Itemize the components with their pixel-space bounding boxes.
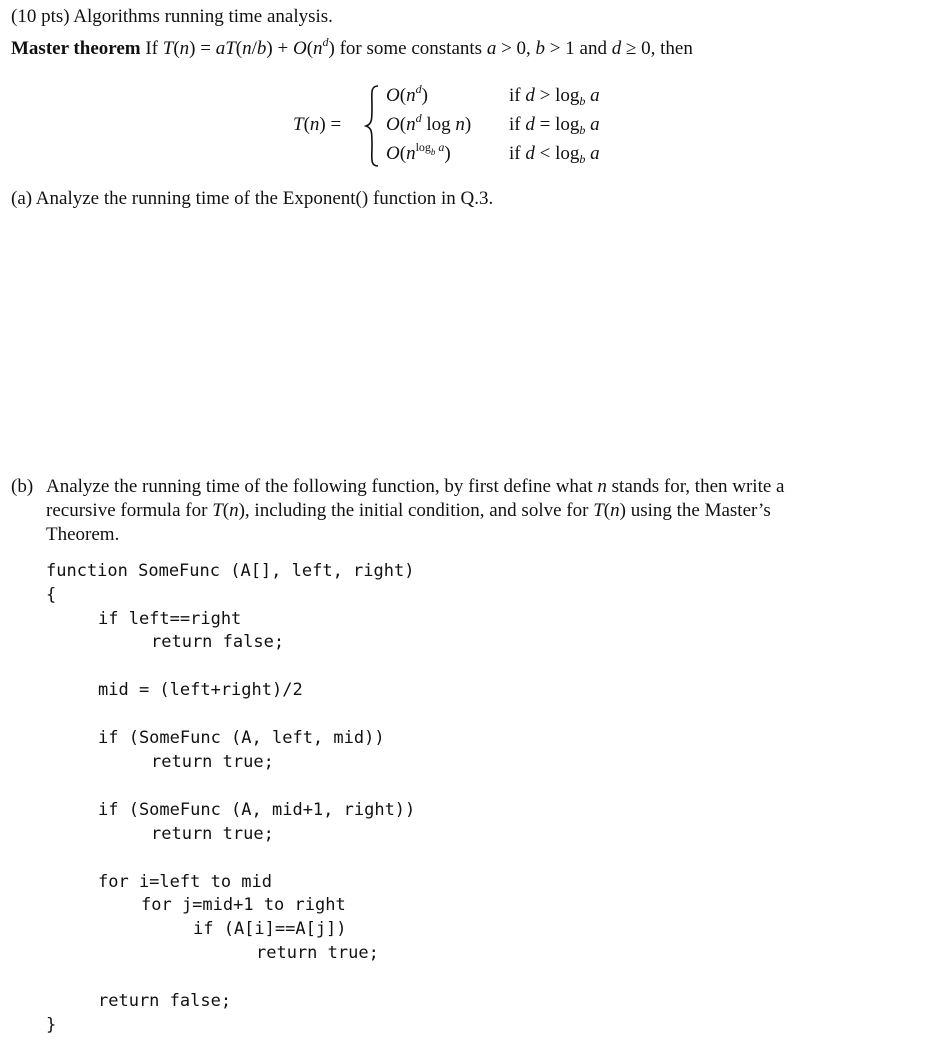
code-line-compare: if (A[i]==A[j])	[193, 919, 347, 939]
master-condition-d: d ≥ 0	[611, 38, 651, 59]
master-theorem-label: Master theorem	[11, 38, 141, 59]
code-line-return-true-2: return true;	[151, 824, 274, 844]
code-line-open-brace: {	[46, 585, 57, 605]
part-a	[11, 188, 493, 210]
code-line-return-false-2: return false;	[98, 991, 232, 1011]
code-line-signature: function SomeFunc (A[], left, right)	[46, 561, 415, 581]
part-b-line-3: Theorem.	[46, 524, 120, 545]
part-b-line-1-pre: Analyze the running time of the following function, by first define what	[46, 476, 593, 497]
code-line-return-true-3: return true;	[256, 943, 379, 963]
code-line-recurse-left: if (SomeFunc (A, left, mid))	[98, 728, 385, 748]
master-then-word: , then	[650, 38, 693, 59]
question-points: (10 pts)	[11, 6, 70, 27]
part-b-label: (b)	[11, 476, 34, 497]
code-line-return-true-1: return true;	[151, 752, 274, 772]
part-b-line-2-pre: recursive formula for	[46, 500, 208, 521]
question-title: Algorithms running time analysis.	[73, 6, 333, 27]
master-conditions: a > 0, b > 1	[486, 38, 575, 59]
curly-brace-icon	[364, 84, 380, 168]
code-line-for-i: for i=left to mid	[98, 872, 272, 892]
part-b-line-1-post: stands for, then write a	[611, 476, 785, 497]
master-and-word: and	[579, 38, 607, 59]
code-line-return-false-1: return false;	[151, 632, 285, 652]
master-conditions-intro: for some constants	[339, 38, 483, 59]
master-if-word: If	[145, 38, 159, 59]
case-3-condition: if $d < \log_b a$	[509, 143, 600, 166]
case-1-condition: if $d > \log_b a$	[509, 85, 600, 108]
part-a-label: (a)	[11, 188, 33, 209]
master-recurrence: $T(n) = aT(n/b) + O(n^d)$	[162, 35, 335, 59]
question-header	[11, 6, 333, 28]
code-line-close-brace: }	[46, 1015, 57, 1035]
part-b-line-2-post: using the Master’s	[630, 500, 771, 521]
case-3-complexity: $O(n^{log_b a})$	[386, 140, 451, 164]
case-1-complexity: $O(n^d)$	[386, 82, 428, 106]
code-line-base-if: if left==right	[98, 609, 242, 629]
code-line-for-j: for j=mid+1 to right	[141, 895, 346, 915]
code-line-recurse-right: if (SomeFunc (A, mid+1, right))	[98, 800, 416, 820]
case-2-complexity: $O(n^d$ log n)	[386, 111, 472, 135]
case-2-condition: if $d = \log_b a$	[509, 114, 600, 137]
part-b-line-1: Analyze the running time of the following function, by first define what n stands for, then write a	[46, 476, 785, 497]
master-theorem-statement	[11, 35, 693, 60]
part-b-line-2: recursive formula for T(n), including the initial condition, and solve for T(n) using the Master’s	[46, 500, 771, 521]
master-lhs: T(n) =	[293, 114, 342, 135]
code-line-mid: mid = (left+right)/2	[98, 680, 303, 700]
part-b-line-2-mid: , including the initial condition, and solve for	[244, 500, 589, 521]
part-a-text: Analyze the running time of the Exponent() function in Q.3.	[35, 188, 494, 209]
